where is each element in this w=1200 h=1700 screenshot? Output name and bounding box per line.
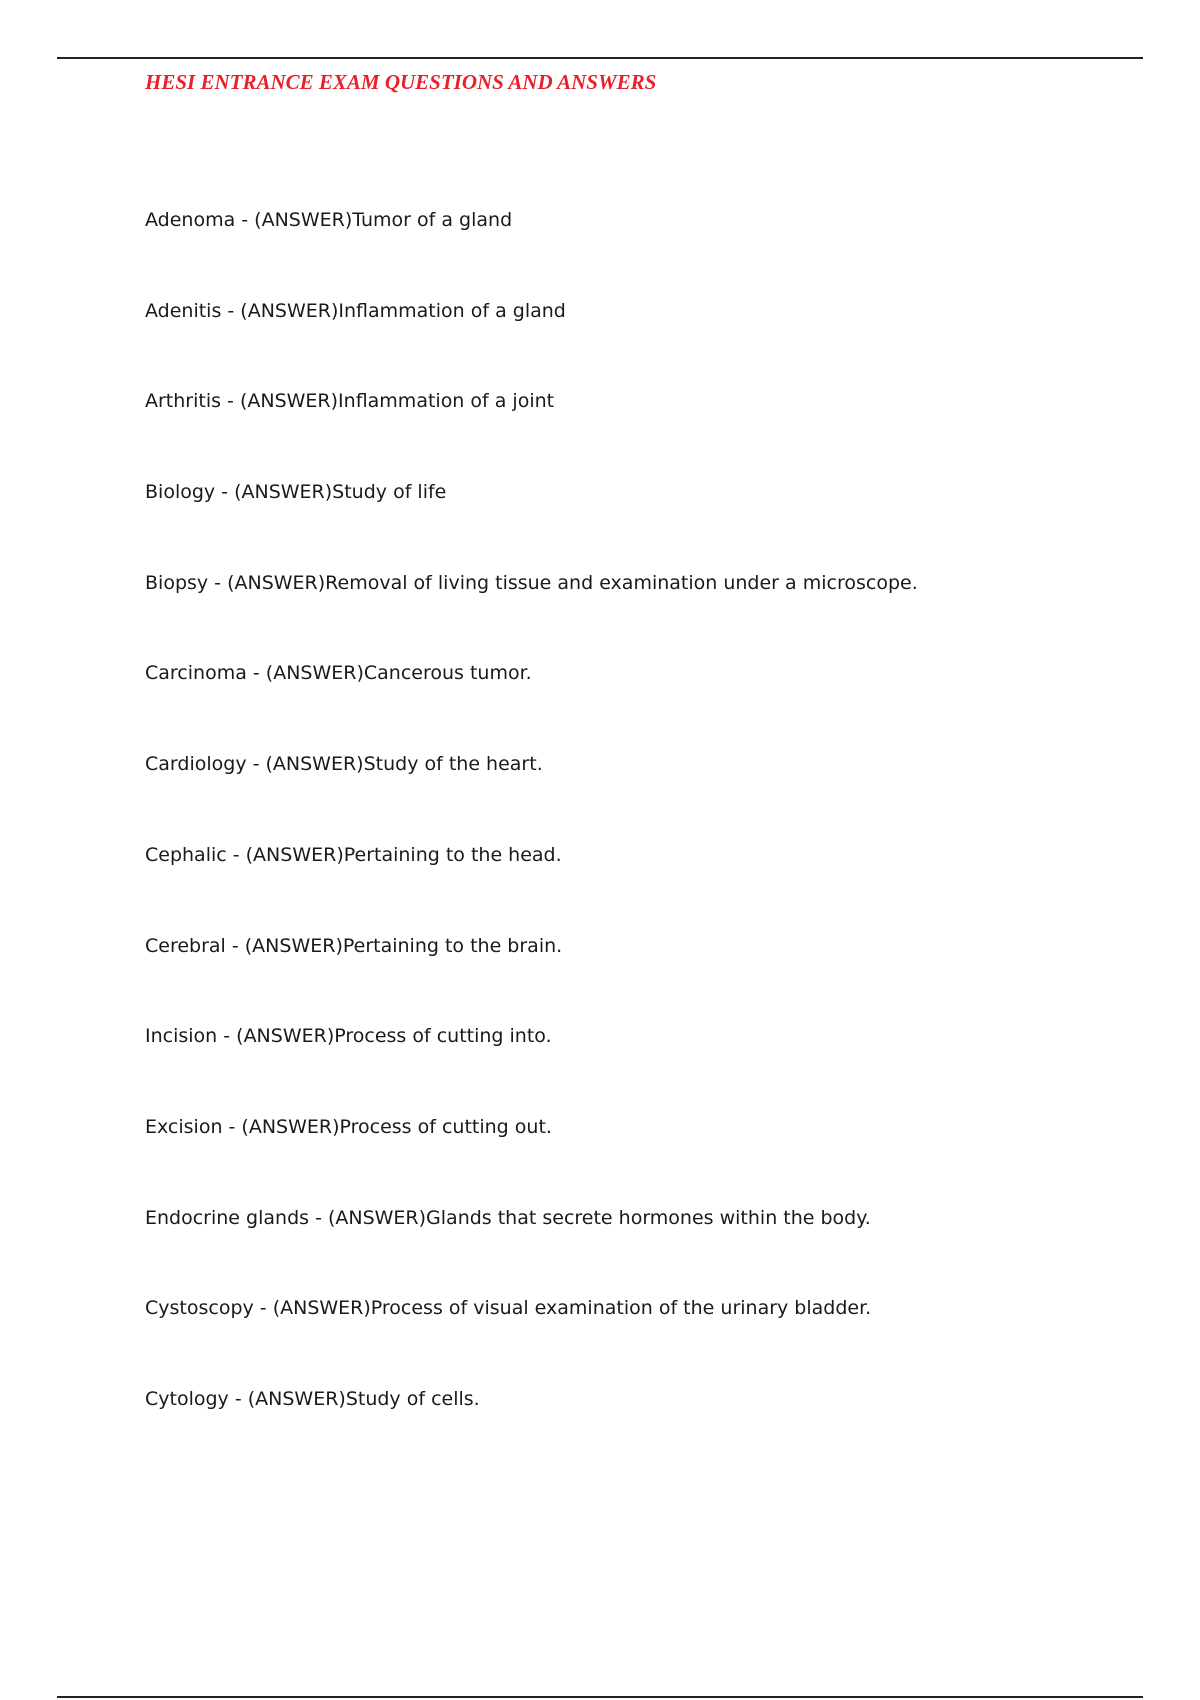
list-item: Cerebral - (ANSWER)Pertaining to the brain. xyxy=(145,934,563,957)
list-item: Endocrine glands - (ANSWER)Glands that secrete hormones within the body. xyxy=(145,1206,871,1229)
list-item: Arthritis - (ANSWER)Inflammation of a joint xyxy=(145,390,555,413)
list-item: Incision - (ANSWER)Process of cutting into. xyxy=(145,1025,552,1048)
list-item: Cystoscopy - (ANSWER)Process of visual examination of the urinary bladder. xyxy=(145,1297,872,1320)
list-item: Cytology - (ANSWER)Study of cells. xyxy=(145,1387,480,1410)
document-title: HESI ENTRANCE EXAM QUESTIONS AND ANSWERS xyxy=(145,70,657,94)
list-item: Adenoma - (ANSWER)Tumor of a gland xyxy=(145,209,513,231)
list-item: Cephalic - (ANSWER)Pertaining to the head. xyxy=(145,843,562,866)
entry-list xyxy=(145,204,918,1474)
header-rule xyxy=(57,57,1143,59)
list-item: Adenitis - (ANSWER)Inflammation of a gland xyxy=(145,299,566,322)
list-item: Cardiology - (ANSWER)Study of the heart. xyxy=(145,753,543,776)
list-item: Biology - (ANSWER)Study of life xyxy=(145,481,447,504)
list-item: Biopsy - (ANSWER)Removal of living tissue and examination under a microscope. xyxy=(145,571,918,594)
list-item: Carcinoma - (ANSWER)Cancerous tumor. xyxy=(145,662,532,685)
footer-rule xyxy=(57,1696,1143,1698)
list-item: Excision - (ANSWER)Process of cutting out. xyxy=(145,1115,552,1138)
